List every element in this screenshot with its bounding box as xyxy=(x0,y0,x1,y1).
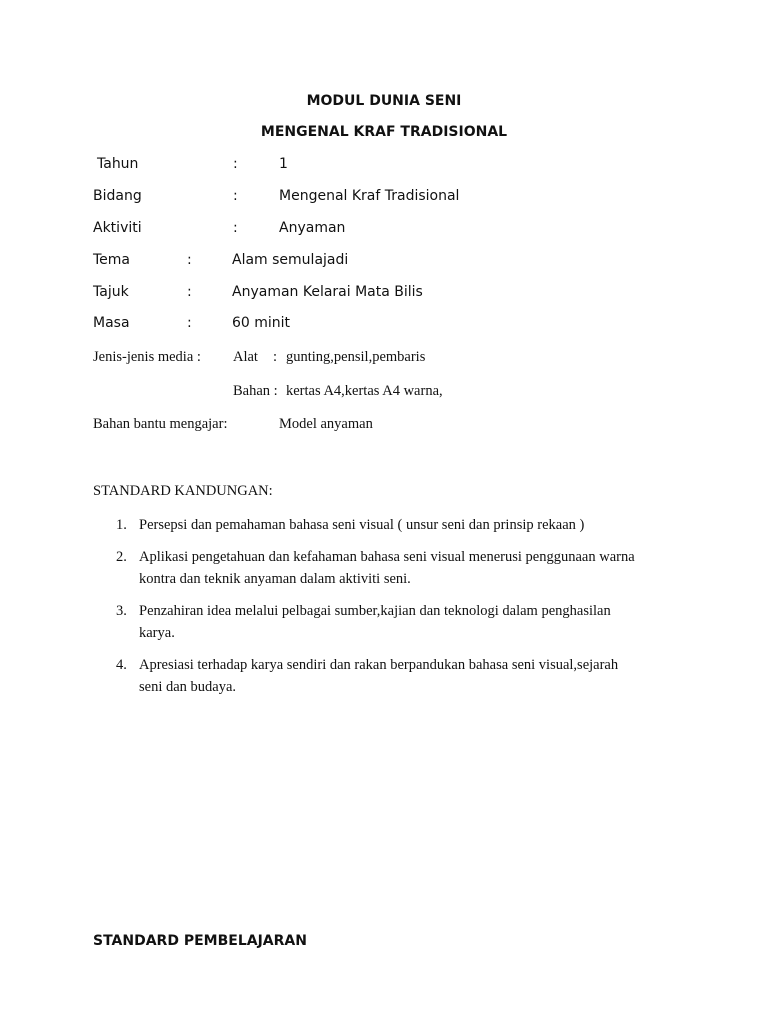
list-item-text-continued: karya. xyxy=(139,625,175,641)
alat-value: gunting,pensil,pembaris xyxy=(286,349,426,365)
info-colon: : xyxy=(187,284,192,300)
document-title: MODUL DUNIA SENI xyxy=(306,93,462,109)
bahan-value: kertas A4,kertas A4 warna, xyxy=(286,383,443,399)
info-value: Anyaman xyxy=(279,220,346,236)
standard-pembelajaran-heading: STANDARD PEMBELAJARAN xyxy=(93,933,307,949)
info-colon: : xyxy=(187,315,192,331)
alat-colon: : xyxy=(273,349,278,365)
info-label: Tajuk xyxy=(93,284,129,300)
info-value: Alam semulajadi xyxy=(232,252,349,268)
info-colon: : xyxy=(233,220,238,236)
info-label: Tahun xyxy=(97,156,139,172)
info-label: Bidang xyxy=(93,188,142,204)
list-item-number: 3. xyxy=(116,603,127,619)
list-item-text: Apresiasi terhadap karya sendiri dan rakan berpandukan bahasa seni visual,sejarah xyxy=(139,657,619,673)
list-item-text: Aplikasi pengetahuan dan kefahaman bahasa seni visual menerusi penggunaan warna xyxy=(139,549,635,565)
bahan-label: Bahan : xyxy=(233,383,278,399)
info-colon: : xyxy=(187,252,192,268)
info-colon: : xyxy=(233,156,238,172)
document-subtitle: MENGENAL KRAF TRADISIONAL xyxy=(260,124,508,140)
list-item-text: Penzahiran idea melalui pelbagai sumber,kajian dan teknologi dalam penghasilan xyxy=(139,603,611,619)
standard-kandungan-heading: STANDARD KANDUNGAN: xyxy=(93,483,273,499)
list-item-number: 2. xyxy=(116,549,127,565)
info-label: Aktiviti xyxy=(93,220,142,236)
list-item-number: 1. xyxy=(116,517,127,533)
list-item-text-continued: seni dan budaya. xyxy=(139,679,237,695)
info-label: Tema xyxy=(93,252,131,268)
list-item-number: 4. xyxy=(116,657,127,673)
bahan-bantu-value: Model anyaman xyxy=(279,416,373,432)
alat-label: Alat xyxy=(233,349,258,365)
info-value: 60 minit xyxy=(232,315,291,331)
info-value: Anyaman Kelarai Mata Bilis xyxy=(232,284,423,300)
list-item-text: Persepsi dan pemahaman bahasa seni visual ( unsur seni dan prinsip rekaan ) xyxy=(139,517,585,533)
info-value: 1 xyxy=(279,156,288,172)
bahan-bantu-label: Bahan bantu mengajar: xyxy=(93,416,228,432)
info-label: Masa xyxy=(93,315,130,331)
media-label: Jenis-jenis media : xyxy=(93,349,201,365)
list-item-text-continued: kontra dan teknik anyaman dalam aktiviti seni. xyxy=(139,571,411,587)
info-colon: : xyxy=(233,188,238,204)
info-value: Mengenal Kraf Tradisional xyxy=(279,188,460,204)
